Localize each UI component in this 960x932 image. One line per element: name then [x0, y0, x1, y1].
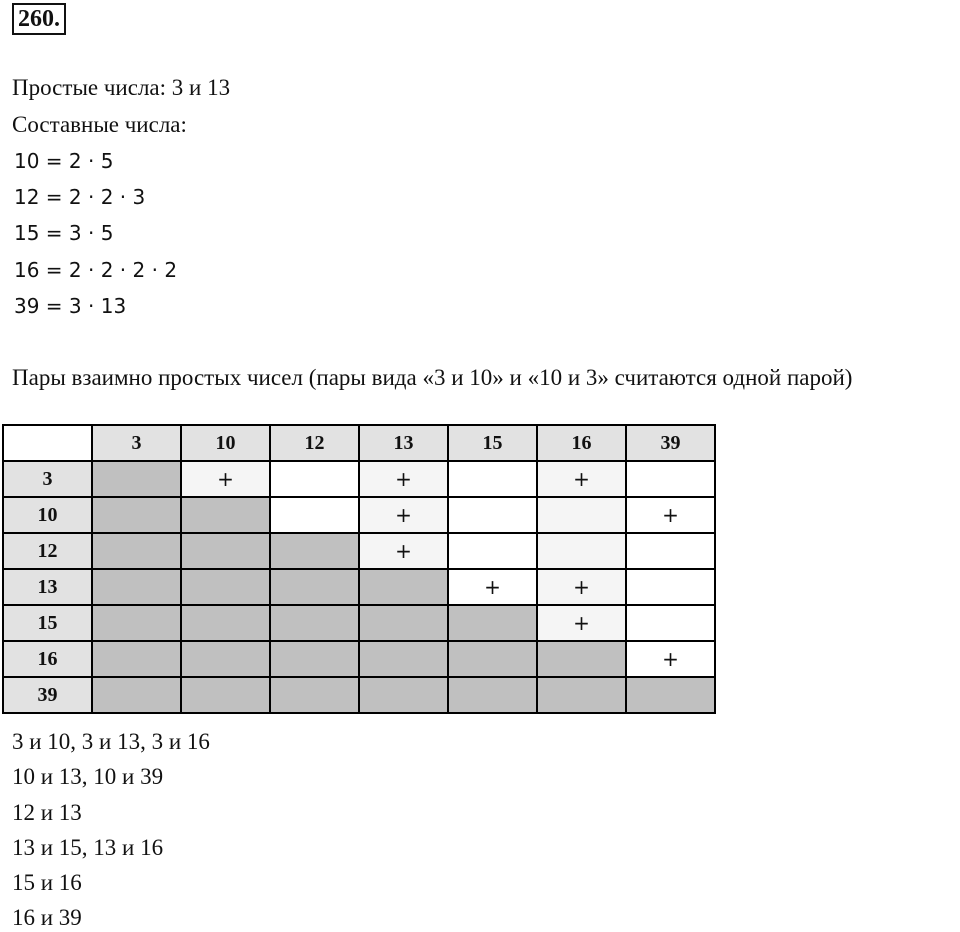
- row-header: 39: [3, 677, 92, 713]
- empty-cell: [626, 605, 715, 641]
- pair-result-line: 13 и 15, 13 и 16: [12, 835, 164, 860]
- shaded-cell: [181, 569, 270, 605]
- column-header: 10: [181, 425, 270, 461]
- composites-heading: Составные числа:: [12, 112, 187, 137]
- table-row: [3, 461, 715, 497]
- coprime-mark-cell: +: [359, 461, 448, 497]
- coprime-mark-cell: +: [626, 497, 715, 533]
- coprime-pairs-table: [2, 424, 716, 714]
- table-corner-cell: [3, 425, 92, 461]
- empty-cell: [270, 497, 359, 533]
- pair-result-line: 12 и 13: [12, 800, 82, 825]
- column-header: 13: [359, 425, 448, 461]
- column-header: 15: [448, 425, 537, 461]
- shaded-cell: [181, 605, 270, 641]
- factorization-line: 16 = 2 · 2 · 2 · 2: [14, 258, 178, 282]
- shaded-cell: [92, 497, 181, 533]
- coprime-mark-cell: +: [359, 497, 448, 533]
- shaded-cell: [537, 677, 626, 713]
- shaded-cell: [270, 677, 359, 713]
- column-header: 3: [92, 425, 181, 461]
- shaded-cell: [92, 605, 181, 641]
- shaded-cell: [92, 677, 181, 713]
- shaded-cell: [448, 641, 537, 677]
- pair-result-line: 15 и 16: [12, 870, 82, 895]
- pairs-heading: Пары взаимно простых чисел (пары вида «3 и 10» и «10 и 3» считаются одной парой): [12, 365, 853, 390]
- table-row: [3, 641, 715, 677]
- empty-cell: [270, 461, 359, 497]
- coprime-mark-cell: +: [626, 641, 715, 677]
- column-header: 12: [270, 425, 359, 461]
- shaded-cell: [181, 677, 270, 713]
- row-header: 15: [3, 605, 92, 641]
- factorization-line: 15 = 3 · 5: [14, 221, 114, 245]
- coprime-mark-cell: +: [537, 461, 626, 497]
- column-header: 39: [626, 425, 715, 461]
- shaded-cell: [359, 641, 448, 677]
- pair-result-line: 3 и 10, 3 и 13, 3 и 16: [12, 729, 210, 754]
- factorization-line: 10 = 2 · 5: [14, 149, 114, 173]
- table-row: [3, 533, 715, 569]
- empty-cell: [626, 569, 715, 605]
- shaded-cell: [92, 461, 181, 497]
- empty-cell: [537, 497, 626, 533]
- row-header: 13: [3, 569, 92, 605]
- factorization-line: 39 = 3 · 13: [14, 294, 127, 318]
- table-row: [3, 677, 715, 713]
- shaded-cell: [270, 533, 359, 569]
- empty-cell: [448, 461, 537, 497]
- shaded-cell: [92, 533, 181, 569]
- empty-cell: [448, 497, 537, 533]
- empty-cell: [626, 533, 715, 569]
- row-header: 10: [3, 497, 92, 533]
- shaded-cell: [181, 641, 270, 677]
- column-header: 16: [537, 425, 626, 461]
- shaded-cell: [448, 677, 537, 713]
- table-header-row: [3, 425, 715, 461]
- table-row: [3, 605, 715, 641]
- shaded-cell: [92, 641, 181, 677]
- shaded-cell: [626, 677, 715, 713]
- shaded-cell: [181, 533, 270, 569]
- shaded-cell: [270, 641, 359, 677]
- coprime-mark-cell: +: [537, 569, 626, 605]
- shaded-cell: [92, 569, 181, 605]
- shaded-cell: [359, 677, 448, 713]
- coprime-mark-cell: +: [537, 605, 626, 641]
- coprime-mark-cell: +: [359, 533, 448, 569]
- shaded-cell: [537, 641, 626, 677]
- shaded-cell: [181, 497, 270, 533]
- shaded-cell: [359, 569, 448, 605]
- factorization-line: 12 = 2 · 2 · 3: [14, 185, 146, 209]
- primes-line: Простые числа: 3 и 13: [12, 75, 231, 100]
- row-header: 12: [3, 533, 92, 569]
- empty-cell: [537, 533, 626, 569]
- row-header: 3: [3, 461, 92, 497]
- table-row: [3, 569, 715, 605]
- empty-cell: [626, 461, 715, 497]
- empty-cell: [448, 533, 537, 569]
- row-header: 16: [3, 641, 92, 677]
- coprime-mark-cell: +: [181, 461, 270, 497]
- shaded-cell: [359, 605, 448, 641]
- pair-result-line: 10 и 13, 10 и 39: [12, 764, 164, 789]
- pair-result-line: 16 и 39: [12, 905, 82, 930]
- shaded-cell: [448, 605, 537, 641]
- shaded-cell: [270, 605, 359, 641]
- shaded-cell: [270, 569, 359, 605]
- table-row: [3, 497, 715, 533]
- coprime-mark-cell: +: [448, 569, 537, 605]
- problem-number: 260.: [12, 3, 66, 35]
